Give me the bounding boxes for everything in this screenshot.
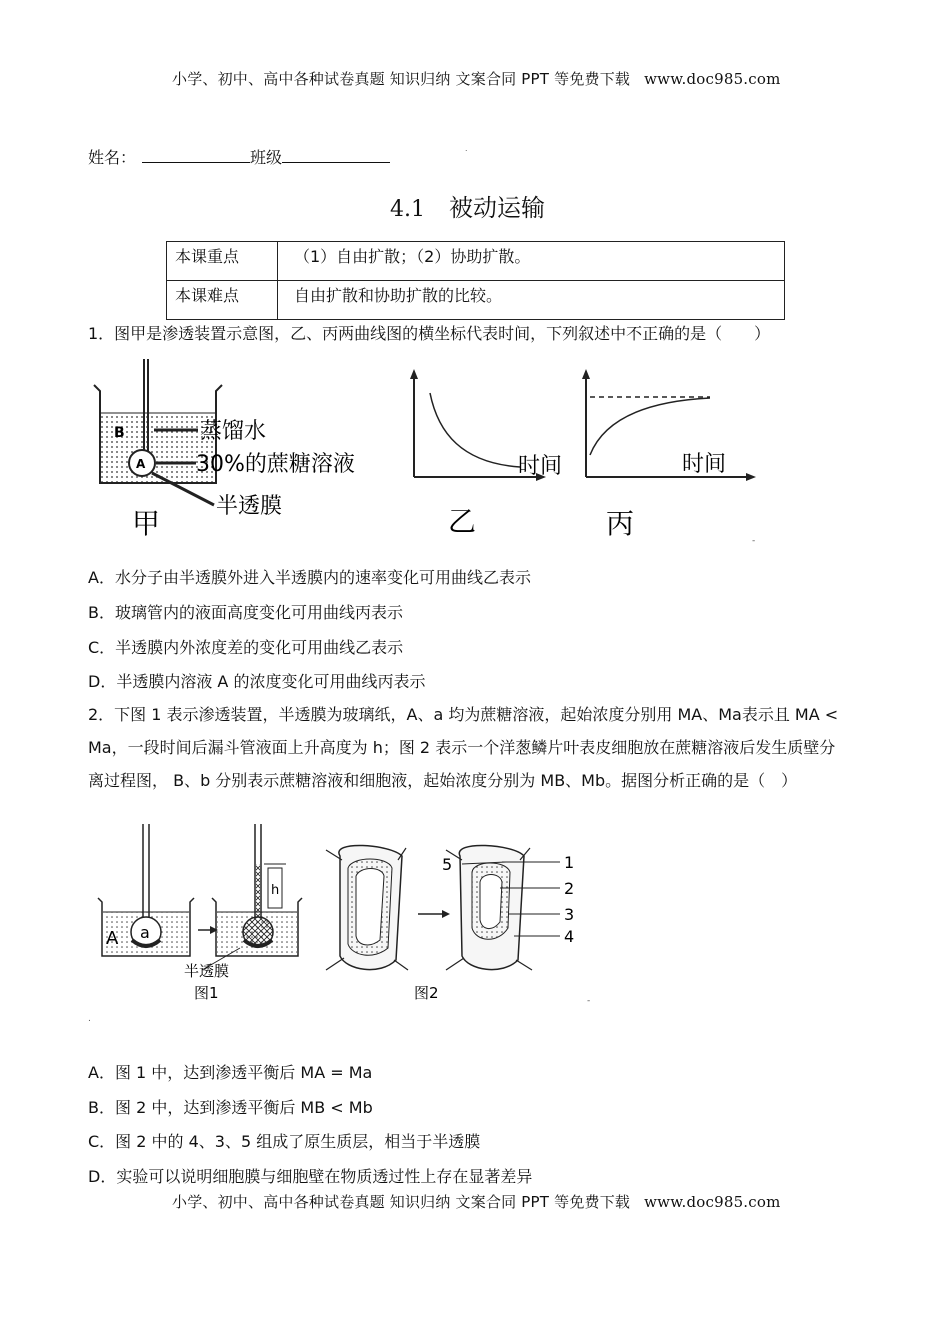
- key-points-content: 自由扩散和协助扩散的比较。: [278, 281, 785, 320]
- lesson-number: 4.1: [390, 197, 425, 222]
- student-info-fields: [88, 145, 390, 168]
- q1-figure: [90, 355, 760, 545]
- q1-option-a[interactable]: A．水分子由半透膜外进入半透膜内的速率变化可用曲线乙表示: [88, 568, 531, 587]
- footer-url[interactable]: www.doc985.com: [644, 1193, 781, 1211]
- q1-curve-yi: [430, 393, 520, 467]
- q2-label-2: 2: [564, 879, 575, 898]
- q2-stem-line2: Ma，一段时间后漏斗管液面上升高度为 h；图 2 表示一个洋葱鳞片叶表皮细胞放在蔗糖溶液后发生质壁分: [88, 738, 836, 757]
- class-blank[interactable]: [282, 148, 390, 163]
- q1-stem: 1．图甲是渗透装置示意图，乙、丙两曲线图的横坐标代表时间，下列叙述中不正确的是（ ）: [88, 324, 771, 343]
- footer-text: 小学、初中、高中各种试卷真题 知识归纳 文案合同 PPT 等免费下载: [172, 1193, 631, 1211]
- q2-label-membrane: 半透膜: [184, 962, 230, 980]
- q2-option-d[interactable]: D．实验可以说明细胞膜与细胞壁在物质透过性上存在显著差异: [88, 1167, 533, 1186]
- q1-label-b: B: [114, 425, 125, 441]
- page-footer: [172, 1191, 781, 1212]
- lesson-name: 被动运输: [449, 194, 545, 222]
- q1-xlabel-bing: 时间: [682, 452, 727, 477]
- q2-label-h: h: [271, 883, 280, 898]
- q2-option-b[interactable]: B．图 2 中，达到渗透平衡后 MB < Mb: [88, 1098, 373, 1117]
- q2-label-1: 1: [564, 853, 575, 872]
- q1-xlabel-yi: 时间: [518, 454, 563, 479]
- class-label: 班级: [250, 148, 283, 167]
- q2-fig1-beaker-after: [212, 824, 302, 956]
- q2-label-5: 5: [442, 855, 453, 874]
- q1-caption-yi: 乙: [448, 505, 477, 538]
- key-points-table: [166, 241, 785, 320]
- q2-stem-line1: 2．下图 1 表示渗透装置，半透膜为玻璃纸，A、a 均为蔗糖溶液，起始浓度分别用 MA、Ma表示且 MA <: [88, 705, 839, 724]
- q2-figure: [90, 820, 600, 1010]
- q2-label-A: A: [106, 928, 119, 949]
- header-text: 小学、初中、高中各种试卷真题 知识归纳 文案合同 PPT 等免费下载: [172, 70, 631, 88]
- q1-caption-jia: 甲: [132, 507, 161, 540]
- q1-graph-bing: [582, 369, 756, 481]
- q2-fig2-cell-left: [326, 845, 408, 970]
- q1-option-c[interactable]: C．半透膜内外浓度差的变化可用曲线乙表示: [88, 638, 404, 657]
- q2-stem: [88, 698, 878, 797]
- header-url[interactable]: www.doc985.com: [644, 70, 781, 88]
- key-points-label: 本课难点: [167, 281, 278, 320]
- q2-caption-fig1: 图1: [194, 984, 219, 1002]
- q1-curve-bing: [590, 398, 710, 455]
- q2-caption-fig2: 图2: [414, 984, 439, 1002]
- q1-label-solution: 30%的蔗糖溶液: [196, 452, 355, 477]
- paragraph-mark: .: [88, 1014, 91, 1024]
- key-points-row: [167, 242, 785, 281]
- q1-label-a: A: [136, 457, 146, 471]
- q1-option-d[interactable]: D．半透膜内溶液 A 的浓度变化可用曲线丙表示: [88, 672, 426, 691]
- q1-label-membrane: 半透膜: [216, 494, 283, 519]
- paragraph-mark: -: [752, 536, 756, 546]
- q2-option-c[interactable]: C．图 2 中的 4、3、5 组成了原生质层，相当于半透膜: [88, 1132, 481, 1151]
- q2-label-4: 4: [564, 927, 575, 946]
- paragraph-mark: -: [587, 996, 591, 1006]
- q2-option-a[interactable]: A．图 1 中，达到渗透平衡后 MA = Ma: [88, 1063, 373, 1082]
- key-points-row: [167, 281, 785, 320]
- q1-caption-bing: 丙: [606, 507, 635, 540]
- q1-option-b[interactable]: B．玻璃管内的液面高度变化可用曲线丙表示: [88, 603, 403, 622]
- name-label: 姓名：: [88, 148, 137, 167]
- q1-label-water: 蒸馏水: [200, 419, 267, 444]
- page-header: [172, 68, 781, 89]
- q2-fig2-cell-right: [446, 845, 532, 970]
- key-points-content: （1）自由扩散；（2）协助扩散。: [278, 242, 785, 281]
- name-blank[interactable]: [142, 148, 250, 163]
- q2-stem-line3: 离过程图， B、b 分别表示蔗糖溶液和细胞液，起始浓度分别为 MB、Mb。据图分析正确的是（ ）: [88, 771, 798, 790]
- q2-label-3: 3: [564, 905, 575, 924]
- lesson-title: [390, 188, 545, 223]
- q2-label-a: a: [140, 923, 150, 942]
- key-points-label: 本课重点: [167, 242, 278, 281]
- paragraph-mark: ˙: [464, 150, 469, 160]
